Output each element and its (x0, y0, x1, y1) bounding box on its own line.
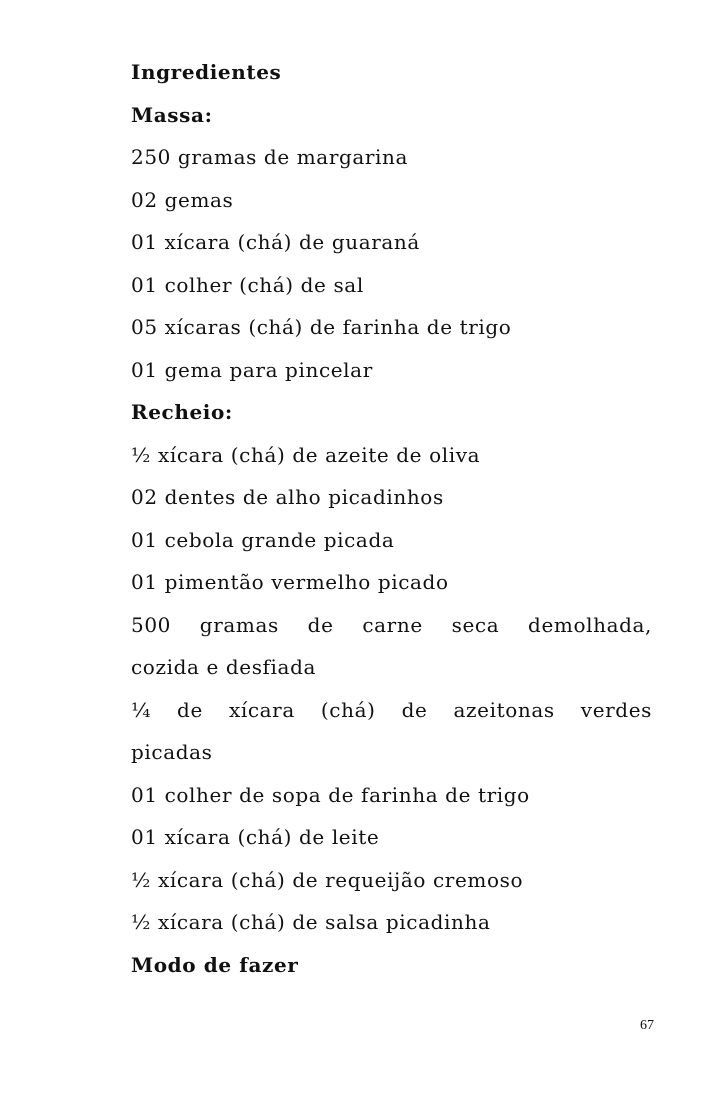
dough-item: 01 gema para pincelar (131, 357, 373, 382)
dough-item: 05 xícaras (chá) de farinha de trigo (131, 315, 512, 339)
filling-item: 01 xícara (chá) de leite (131, 825, 380, 849)
filling-item: ½ xícara (chá) de requeijão cremoso (131, 867, 524, 892)
filling-item-olives-line1: ¼ de xícara (chá) de azeitonas verdes (131, 697, 652, 722)
filling-item-beef-line1: 500 gramas de carne seca demolhada, (131, 612, 652, 637)
dough-item: 01 colher (chá) de sal (131, 272, 364, 297)
filling-section-title: Recheio: (131, 400, 233, 424)
filling-item: ½ xícara (chá) de salsa picadinha (131, 910, 491, 934)
filling-item: 01 cebola grande picada (131, 527, 395, 552)
dough-item: 250 gramas de margarina (131, 145, 409, 169)
filling-item: 01 colher de sopa de farinha de trigo (131, 782, 530, 807)
page-number: 67 (640, 1018, 654, 1033)
method-title: Modo de fazer (131, 952, 299, 977)
dough-section-title: Massa: (131, 102, 213, 127)
dough-item: 01 xícara (chá) de guaraná (131, 230, 420, 254)
filling-item-olives-line2: picadas (131, 740, 213, 764)
filling-item: 02 dentes de alho picadinhos (131, 485, 444, 509)
filling-item: 01 pimentão vermelho picado (131, 570, 449, 594)
ingredients-heading: Ingredientes (131, 60, 282, 84)
dough-item: 02 gemas (131, 187, 234, 212)
filling-item-beef-line2: cozida e desfiada (131, 655, 317, 679)
filling-item: ½ xícara (chá) de azeite de oliva (131, 442, 481, 467)
recipe-content (131, 51, 652, 986)
